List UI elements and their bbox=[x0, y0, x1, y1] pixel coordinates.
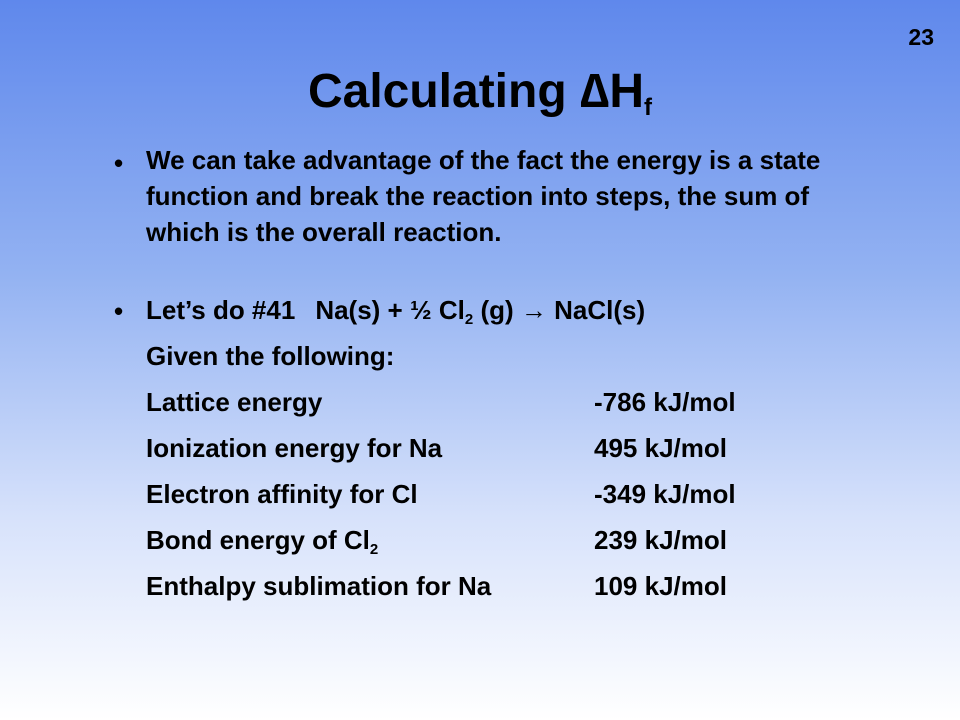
title-text: Calculating bbox=[307, 65, 580, 118]
table-row-value: 495 kJ/mol bbox=[594, 433, 727, 463]
reaction-product: NaCl(s) bbox=[546, 295, 646, 325]
table-row-label: Ionization energy for Na bbox=[146, 433, 443, 463]
slide-number: 23 bbox=[908, 24, 934, 50]
title-subscript: f bbox=[644, 94, 653, 121]
reaction-intro: Let’s do #41 bbox=[146, 295, 296, 325]
bond-energy-subscript: 2 bbox=[369, 541, 379, 558]
bullet-marker: • bbox=[114, 296, 124, 326]
table-row-label bbox=[146, 522, 378, 568]
table-row-value: -786 kJ/mol bbox=[594, 387, 736, 417]
bond-energy-label: Bond energy of Cl bbox=[146, 525, 370, 555]
bullet-marker: • bbox=[114, 148, 124, 178]
table-row-label: Lattice energy bbox=[146, 387, 323, 417]
reaction-phase: (g) bbox=[473, 295, 521, 325]
table-row-value: -349 kJ/mol bbox=[594, 479, 736, 509]
table-row-label: Enthalpy sublimation for Na bbox=[146, 571, 492, 601]
reaction-line bbox=[146, 292, 645, 338]
table-row-value: 109 kJ/mol bbox=[594, 571, 727, 601]
table-row-value: 239 kJ/mol bbox=[594, 525, 727, 555]
reaction-cl-subscript: 2 bbox=[464, 311, 474, 328]
reaction-arrow: → bbox=[520, 295, 547, 325]
table-row-label: Electron affinity for Cl bbox=[146, 479, 418, 509]
given-label: Given the following: bbox=[146, 341, 395, 371]
slide-title bbox=[0, 64, 960, 122]
title-symbol: ∆H bbox=[580, 65, 645, 118]
bullet-text: We can take advantage of the fact the energy is a state function and break the reaction into steps, the sum of which is the overall reaction. bbox=[146, 145, 821, 247]
reaction-reactants: Na(s) + ½ Cl bbox=[315, 295, 465, 325]
